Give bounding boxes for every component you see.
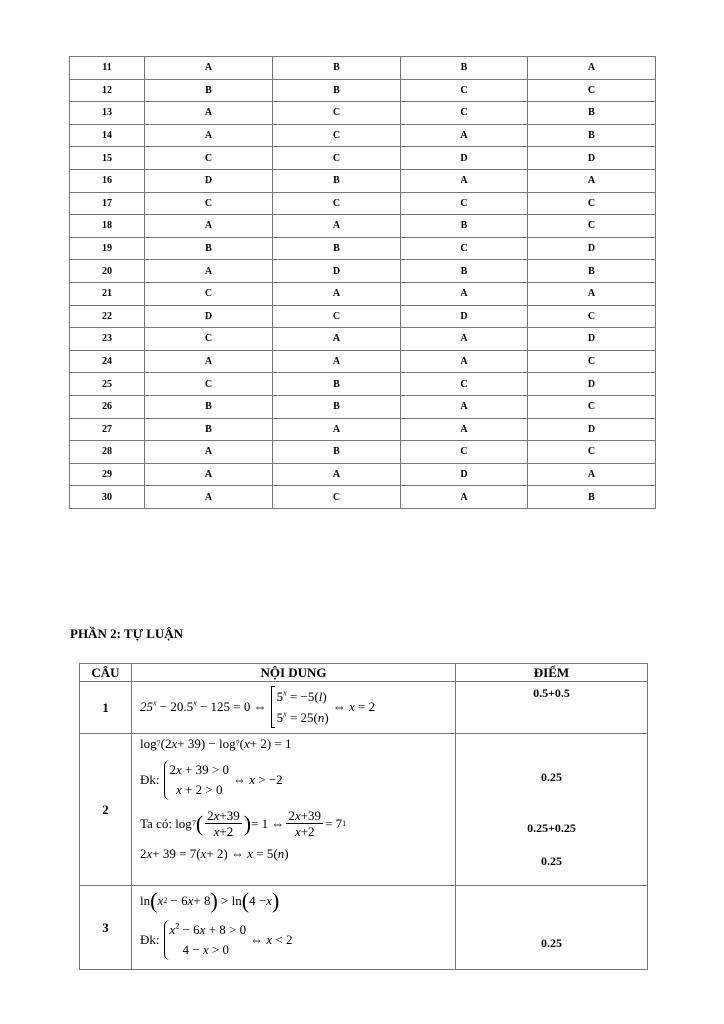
- answer-row: [70, 463, 656, 486]
- answer-cell: B: [528, 124, 656, 147]
- answer-cell: D: [145, 169, 273, 192]
- answer-cell: D: [401, 463, 528, 486]
- question-content: [132, 682, 456, 734]
- answer-cell: A: [528, 169, 656, 192]
- answer-row: [70, 79, 656, 102]
- answer-cell: C: [401, 441, 528, 464]
- answer-cell: B: [145, 395, 273, 418]
- condition-label: Đk:: [140, 772, 160, 787]
- answer-question-number: 16: [70, 169, 145, 192]
- answer-cell: B: [273, 169, 401, 192]
- answer-row: [70, 169, 656, 192]
- question-points: [456, 734, 648, 886]
- answer-cell: C: [401, 102, 528, 125]
- points-value: 0.25: [541, 854, 562, 868]
- answer-row: [70, 441, 656, 464]
- answer-cell: B: [273, 57, 401, 80]
- condition-line: Đk: 2x + 39 > 0 x + 2 > 0 ⇔ x > −2: [140, 760, 283, 800]
- answer-cell: B: [528, 260, 656, 283]
- essay-row-1: [80, 682, 648, 734]
- answer-cell: A: [273, 350, 401, 373]
- answer-question-number: 25: [70, 373, 145, 396]
- answer-cell: A: [401, 282, 528, 305]
- answer-question-number: 15: [70, 147, 145, 170]
- answer-cell: A: [401, 486, 528, 509]
- math-line: ln ( x 2 − 6 x + 8 ) > ln ( 4 − x ): [140, 888, 280, 913]
- answer-cell: B: [528, 486, 656, 509]
- answer-row: [70, 373, 656, 396]
- answer-question-number: 26: [70, 395, 145, 418]
- section-title: PHẦN 2: TỰ LUẬN: [70, 626, 184, 641]
- math-line: 2 x + 39 = 7( x + 2) ⇔ x = 5( n ): [140, 846, 289, 861]
- answer-cell: B: [145, 79, 273, 102]
- answer-cell: A: [273, 463, 401, 486]
- answer-cell: C: [528, 215, 656, 238]
- answer-cell: C: [528, 305, 656, 328]
- answer-cell: C: [273, 124, 401, 147]
- answer-question-number: 28: [70, 441, 145, 464]
- essay-scoring-table: [79, 663, 648, 970]
- answer-question-number: 14: [70, 124, 145, 147]
- answer-cell: A: [145, 102, 273, 125]
- answer-cell: C: [528, 441, 656, 464]
- answer-cell: A: [145, 124, 273, 147]
- answer-question-number: 12: [70, 79, 145, 102]
- answer-row: [70, 147, 656, 170]
- answer-cell: C: [528, 79, 656, 102]
- question-points: [456, 682, 648, 734]
- header-content: NỘI DUNG: [132, 664, 456, 682]
- answer-cell: C: [401, 79, 528, 102]
- answer-cell: C: [273, 192, 401, 215]
- answer-question-number: 17: [70, 192, 145, 215]
- answer-cell: A: [401, 328, 528, 351]
- answer-cell: B: [401, 57, 528, 80]
- answer-row: [70, 57, 656, 80]
- answer-row: [70, 215, 656, 238]
- answer-cell: A: [528, 282, 656, 305]
- answer-cell: A: [145, 215, 273, 238]
- answer-cell: C: [273, 305, 401, 328]
- answer-cell: C: [145, 373, 273, 396]
- answer-cell: C: [145, 147, 273, 170]
- answer-cell: C: [145, 328, 273, 351]
- answer-row: [70, 350, 656, 373]
- answer-cell: A: [145, 57, 273, 80]
- answer-cell: B: [145, 418, 273, 441]
- answer-question-number: 27: [70, 418, 145, 441]
- points-value: 0.25: [541, 770, 562, 784]
- answer-cell: C: [401, 373, 528, 396]
- answer-cell: C: [528, 192, 656, 215]
- points-value: 0.5+0.5: [533, 686, 570, 700]
- answer-question-number: 30: [70, 486, 145, 509]
- answer-row: [70, 418, 656, 441]
- answer-cell: C: [401, 237, 528, 260]
- answer-cell: A: [273, 282, 401, 305]
- answer-cell: D: [401, 147, 528, 170]
- math-line: 25$^x$ − 20.5 $^x$ − 125 = 0 ⇔ $5^x = -5(l)$ $5^x = 25(n)$ ⇔ x = 2: [140, 686, 375, 728]
- answer-cell: B: [273, 441, 401, 464]
- essay-row-2: [80, 734, 648, 886]
- answer-cell: D: [145, 305, 273, 328]
- answer-question-number: 11: [70, 57, 145, 80]
- answer-cell: B: [145, 237, 273, 260]
- essay-header-row: [80, 664, 648, 682]
- answer-cell: A: [401, 418, 528, 441]
- answer-row: [70, 282, 656, 305]
- answer-cell: A: [273, 328, 401, 351]
- answer-cell: D: [528, 237, 656, 260]
- answer-cell: B: [273, 373, 401, 396]
- answer-key-body: [70, 57, 656, 509]
- answer-question-number: 19: [70, 237, 145, 260]
- answer-cell: A: [145, 350, 273, 373]
- answer-cell: A: [273, 215, 401, 238]
- answer-row: [70, 305, 656, 328]
- answer-cell: A: [273, 418, 401, 441]
- answer-cell: C: [528, 350, 656, 373]
- math-line: Ta có: log 7 ( $\frac{2x+39}{x+2}$ ) = 1 ⇔ $\frac{2x+39}{x+2}$ = 7 1: [140, 808, 347, 839]
- answer-question-number: 13: [70, 102, 145, 125]
- answer-cell: C: [273, 102, 401, 125]
- answer-cell: D: [528, 328, 656, 351]
- question-content: [132, 886, 456, 970]
- answer-cell: A: [401, 169, 528, 192]
- answer-cell: A: [528, 57, 656, 80]
- condition-label: Đk:: [140, 932, 160, 947]
- answer-row: [70, 260, 656, 283]
- answer-key-table: [69, 56, 656, 509]
- answer-row: [70, 124, 656, 147]
- answer-question-number: 29: [70, 463, 145, 486]
- answer-row: [70, 486, 656, 509]
- answer-question-number: 20: [70, 260, 145, 283]
- answer-row: [70, 102, 656, 125]
- answer-cell: C: [145, 192, 273, 215]
- taco-label: Ta có:: [140, 815, 172, 831]
- question-number: 2: [80, 734, 132, 886]
- math-line: log 7 (2 x + 39) − log 7 ( x + 2) = 1: [140, 736, 292, 751]
- answer-cell: C: [273, 147, 401, 170]
- answer-cell: B: [273, 79, 401, 102]
- answer-row: [70, 237, 656, 260]
- header-question: CÂU: [80, 664, 132, 682]
- answer-row: [70, 328, 656, 351]
- answer-cell: D: [273, 260, 401, 283]
- answer-question-number: 24: [70, 350, 145, 373]
- points-value: 0.25+0.25: [527, 821, 576, 835]
- answer-cell: D: [528, 373, 656, 396]
- answer-cell: D: [528, 147, 656, 170]
- answer-cell: A: [145, 441, 273, 464]
- answer-cell: B: [273, 237, 401, 260]
- essay-row-3: [80, 886, 648, 970]
- answer-cell: B: [273, 395, 401, 418]
- answer-cell: C: [528, 395, 656, 418]
- answer-row: [70, 395, 656, 418]
- answer-row: [70, 192, 656, 215]
- answer-cell: B: [401, 260, 528, 283]
- question-points: [456, 886, 648, 970]
- header-points: ĐIỂM: [456, 664, 648, 682]
- answer-cell: D: [528, 418, 656, 441]
- answer-cell: A: [401, 124, 528, 147]
- answer-cell: A: [401, 395, 528, 418]
- answer-cell: D: [401, 305, 528, 328]
- points-value: 0.25: [541, 936, 562, 950]
- answer-cell: A: [145, 486, 273, 509]
- answer-question-number: 22: [70, 305, 145, 328]
- answer-cell: B: [528, 102, 656, 125]
- answer-cell: C: [401, 192, 528, 215]
- answer-cell: A: [145, 260, 273, 283]
- answer-cell: A: [528, 463, 656, 486]
- answer-cell: A: [401, 350, 528, 373]
- answer-cell: A: [145, 463, 273, 486]
- answer-question-number: 18: [70, 215, 145, 238]
- question-number: 3: [80, 886, 132, 970]
- answer-question-number: 23: [70, 328, 145, 351]
- question-content: [132, 734, 456, 886]
- answer-cell: B: [401, 215, 528, 238]
- condition-line: Đk: $x^2 - 6x + 8 > 0$ 4 − x > 0 ⇔ x < 2: [140, 920, 292, 960]
- answer-cell: C: [273, 486, 401, 509]
- question-number: 1: [80, 682, 132, 734]
- answer-cell: C: [145, 282, 273, 305]
- answer-question-number: 21: [70, 282, 145, 305]
